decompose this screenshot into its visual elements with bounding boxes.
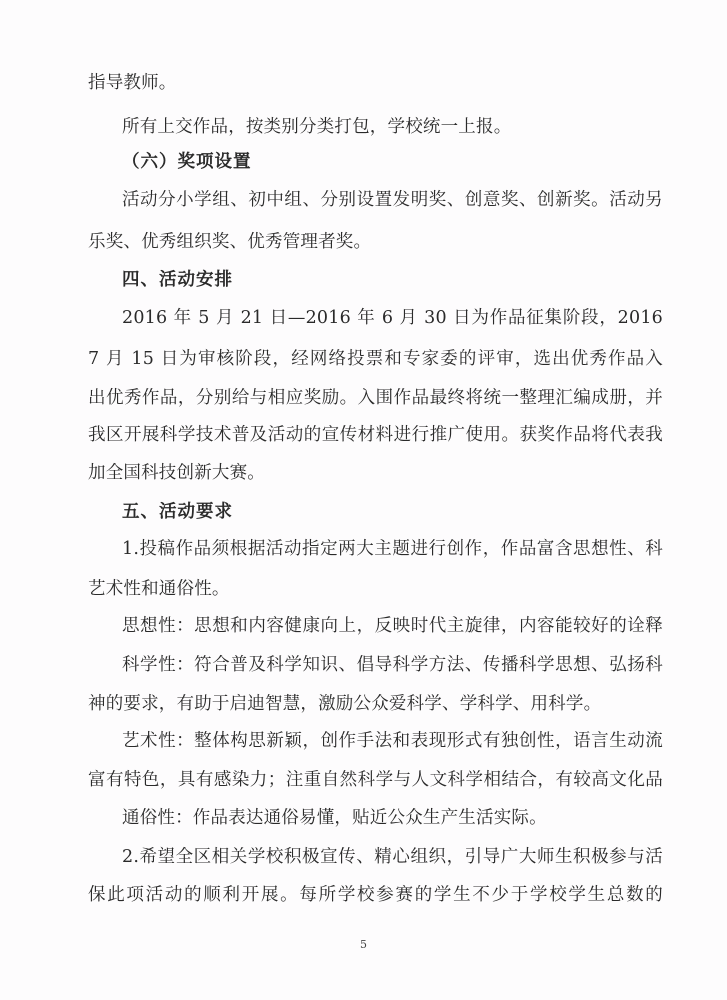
- text-line: 艺术性：整体构思新颖，创作手法和表现形式有独创性，语言生动流: [122, 731, 663, 751]
- text-line: 2.希望全区相关学校积极宣传、精心组织，引导广大师生积极参与活: [122, 847, 663, 867]
- section-heading: （六）奖项设置: [122, 152, 252, 172]
- text-line: 乐奖、优秀组织奖、优秀管理者奖。: [88, 232, 372, 252]
- text-line: 指导教师。: [88, 73, 177, 93]
- text-line: 我区开展科学技术普及活动的宣传材料进行推广使用。获奖作品将代表我: [88, 425, 663, 445]
- text-line: 通俗性：作品表达通俗易懂，贴近公众生产生活实际。: [122, 808, 547, 828]
- text-line: 1.投稿作品须根据活动指定两大主题进行创作，作品富含思想性、科: [122, 539, 663, 559]
- text-line: 加全国科技创新大赛。: [88, 463, 265, 483]
- text-line: 7 月 15 日为审核阶段，经网络投票和专家委的评审，选出优秀作品入: [88, 349, 663, 369]
- text-line: 所有上交作品，按类别分类打包，学校统一上报。: [122, 117, 512, 137]
- text-line: 保此项活动的顺利开展。每所学校参赛的学生不少于学校学生总数的: [88, 885, 663, 905]
- section-heading: 四、活动安排: [122, 270, 233, 290]
- section-heading: 五、活动要求: [122, 502, 233, 522]
- text-line: 科学性：符合普及科学知识、倡导科学方法、传播科学思想、弘扬科: [122, 655, 663, 675]
- page-number: 5: [360, 938, 367, 951]
- text-line: 思想性：思想和内容健康向上，反映时代主旋律，内容能较好的诠释: [122, 616, 663, 636]
- text-line: 活动分小学组、初中组、分别设置发明奖、创意奖、创新奖。活动另: [122, 190, 663, 210]
- text-line: 富有特色，具有感染力；注重自然科学与人文科学相结合，有较高文化品: [88, 770, 663, 790]
- text-line: 2016 年 5 月 21 日—2016 年 6 月 30 日为作品征集阶段，2016: [122, 308, 663, 328]
- text-line: 艺术性和通俗性。: [88, 579, 230, 599]
- text-line: 出优秀作品，分别给与相应奖励。入围作品最终将统一整理汇编成册，并: [88, 388, 663, 408]
- text-line: 神的要求，有助于启迪智慧，激励公众爱科学、学科学、用科学。: [88, 694, 602, 714]
